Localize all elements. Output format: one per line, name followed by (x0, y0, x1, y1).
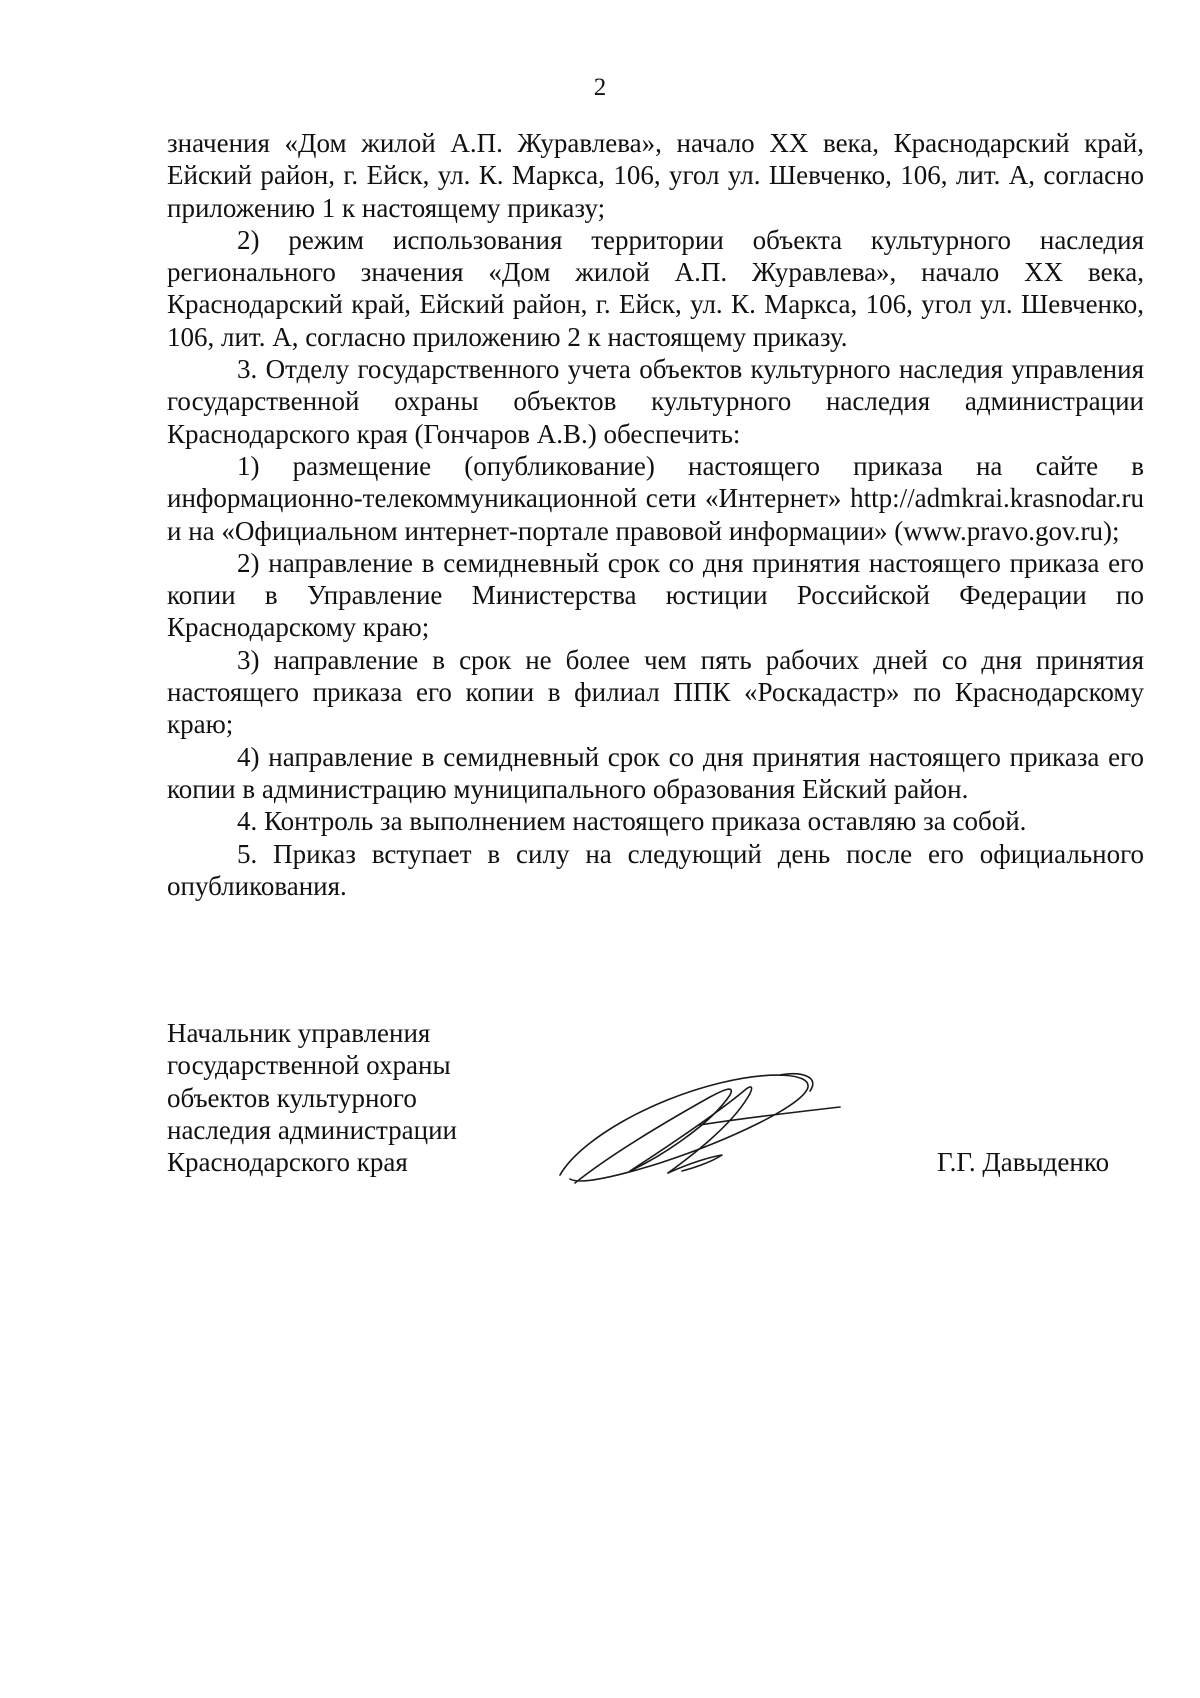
paragraph-subitem-1-publication: 1) размещение (опубликование) настоящего приказа на сайте в информационно-телекоммуникационной сети «Интернет» http://admkrai.krasnodar.ru и на «Официальном интернет-портале правовой информации» (www.pravo.gov.ru); (167, 450, 1144, 546)
paragraph-item-4-control: 4. Контроль за выполнением настоящего приказа оставляю за собой. (237, 806, 1027, 837)
paragraph-subitem-3-roskadastr: 3) направление в срок не более чем пять рабочих дней со дня принятия настоящего приказа его копии в филиал ППК «Роскадастр» по Краснодарскому краю; (167, 644, 1144, 740)
signer-position-line: объектов культурного (167, 1082, 417, 1113)
paragraph-item-2-regime: 2) режим использования территории объекта культурного наследия регионального значения «Дом жилой А.П. Журавлева», начало XX века, Краснодарский край, Ейский район, г. Ейск, ул. К. Маркса, 106, угол ул. Шевченко, 106, лит. А, согласно приложению 2 к настоящему приказу. (167, 224, 1144, 352)
signer-position (167, 1017, 487, 1178)
signer-position-line: наследия администрации (167, 1114, 457, 1145)
paragraph-item-5-effect: 5. Приказ вступает в силу на следующий день после его официального опубликования. (167, 838, 1144, 901)
paragraph-item-3-department: 3. Отделу государственного учета объектов культурного наследия управления государственной охраны объектов культурного наследия администрации Краснодарского края (Гончаров А.В.) обеспечить: (167, 354, 1144, 449)
paragraph-continuation: значения «Дом жилой А.П. Журавлева», начало XX века, Краснодарский край, Ейский район, г. Ейск, ул. К. Маркса, 106, угол ул. Шевченко, 106, лит. А, согласно приложению 1 к настоящему приказу; (167, 128, 1144, 223)
signer-position-line: государственной охраны (167, 1050, 451, 1081)
document-body (167, 127, 1144, 902)
handwritten-signature (540, 1045, 860, 1195)
signer-position-line: Начальник управления (167, 1018, 431, 1048)
signer-position-line: Краснодарского края (167, 1147, 408, 1178)
page-number: 2 (593, 74, 607, 101)
signer-name: Г.Г. Давыденко (937, 1147, 1110, 1177)
paragraph-subitem-2-ministry: 2) направление в семидневный срок со дня принятия настоящего приказа его копии в Управление Министерства юстиции Российской Федерации по Краснодарскому краю; (167, 547, 1144, 643)
paragraph-subitem-4-municipality: 4) направление в семидневный срок со дня принятия настоящего приказа его копии в администрацию муниципального образования Ейский район. (167, 741, 1144, 804)
